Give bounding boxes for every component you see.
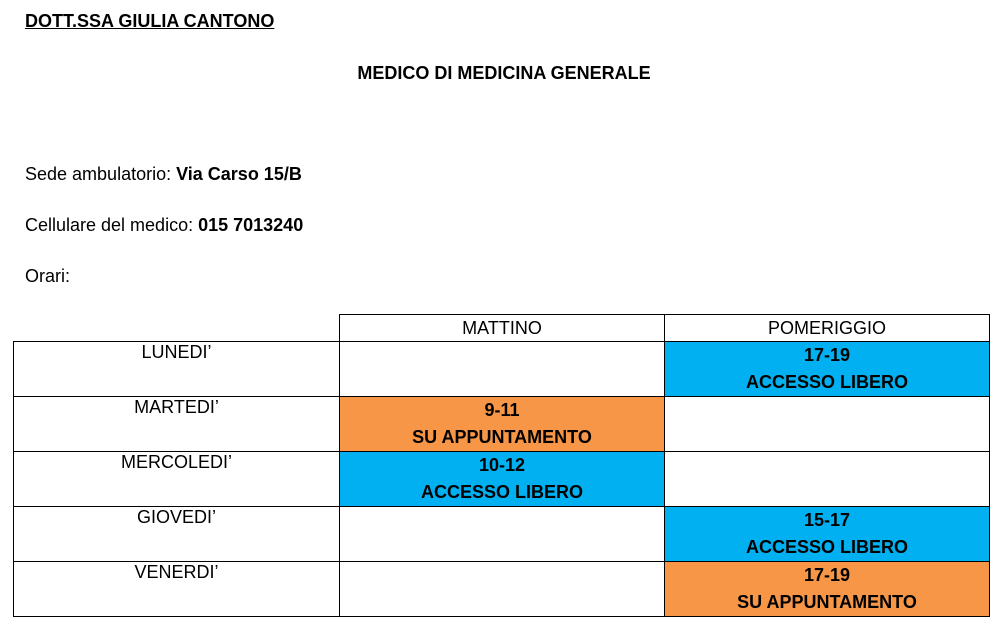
- slot-accesso-libero: [665, 507, 990, 562]
- schedule-header-row: [14, 315, 990, 342]
- office-address-line: [25, 164, 302, 185]
- slot-su-appuntamento: [340, 397, 665, 452]
- slot-mode: SU APPUNTAMENTO: [412, 427, 592, 447]
- schedule-row-lunedi: [14, 342, 990, 397]
- header-corner: [14, 315, 340, 342]
- slot-empty: [665, 397, 990, 452]
- day-label: GIOVEDI’: [14, 507, 340, 562]
- slot-mode: ACCESSO LIBERO: [745, 537, 909, 557]
- phone-line: [25, 215, 303, 236]
- slot-hours: 9-11: [484, 400, 520, 420]
- day-label: MERCOLEDI’: [14, 452, 340, 507]
- slot-empty: [340, 562, 665, 617]
- slot-su-appuntamento: [665, 562, 990, 617]
- office-address-value: Via Carso 15/B: [176, 164, 302, 184]
- day-label: LUNEDI’: [14, 342, 340, 397]
- doctor-name: DOTT.SSA GIULIA CANTONO: [25, 11, 275, 31]
- slot-accesso-libero: [340, 452, 665, 507]
- slot-hours: 15-17: [803, 510, 851, 530]
- schedule-row-mercoledi: [14, 452, 990, 507]
- slot-accesso-libero: [665, 342, 990, 397]
- slot-hours: 10-12: [478, 455, 526, 475]
- schedule-row-martedi: [14, 397, 990, 452]
- phone-value: 015 7013240: [198, 215, 304, 235]
- phone-label: Cellulare del medico:: [25, 215, 199, 235]
- office-address-label: Sede ambulatorio:: [25, 164, 177, 184]
- day-label: MARTEDI’: [14, 397, 340, 452]
- slot-hours: 17-19: [803, 565, 851, 585]
- slot-empty: [665, 452, 990, 507]
- slot-mode: SU APPUNTAMENTO: [737, 592, 917, 612]
- slot-mode: ACCESSO LIBERO: [420, 482, 584, 502]
- hours-label: Orari:: [25, 266, 70, 286]
- schedule-row-venerdi: [14, 562, 990, 617]
- slot-empty: [340, 507, 665, 562]
- slot-empty: [340, 342, 665, 397]
- role-title: MEDICO DI MEDICINA GENERALE: [357, 63, 651, 83]
- slot-hours: 17-19: [803, 345, 851, 365]
- schedule-row-giovedi: [14, 507, 990, 562]
- schedule-table: [13, 314, 990, 617]
- column-header-pomeriggio: POMERIGGIO: [665, 315, 990, 342]
- day-label: VENERDI’: [14, 562, 340, 617]
- slot-mode: ACCESSO LIBERO: [745, 372, 909, 392]
- column-header-mattino: MATTINO: [340, 315, 665, 342]
